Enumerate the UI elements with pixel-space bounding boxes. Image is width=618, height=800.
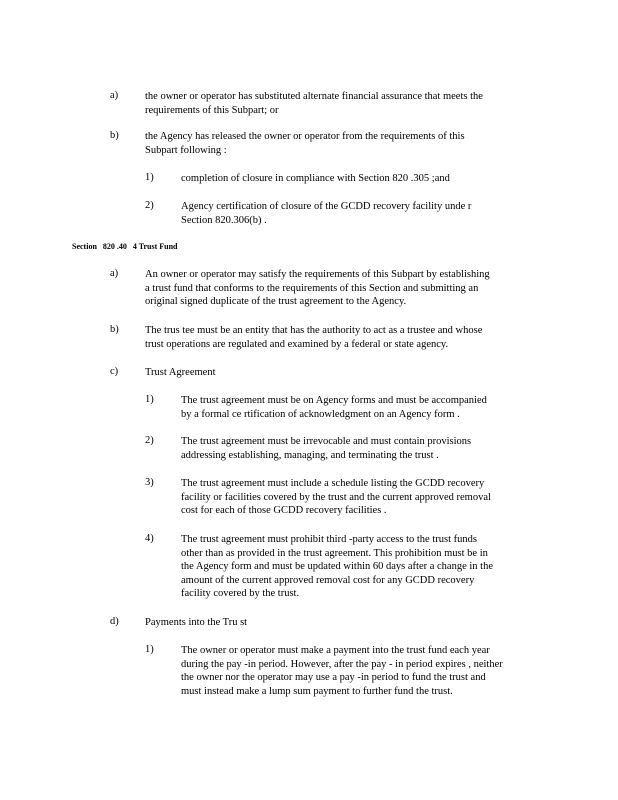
item-text: [181, 200, 521, 227]
text-line: original signed duplicate of the trust agreement to the Agency.: [145, 296, 407, 307]
text-line: amount of the current approved removal cost for any GCDD recovery: [181, 574, 475, 586]
item-label: a): [110, 90, 119, 101]
text-line: An owner or operator may satisfy the requirements of this Subpart by establishing: [145, 269, 490, 280]
text-line: cost for each of those GCDD recovery facilities .: [181, 505, 387, 516]
text-line: addressing establishing, managing, and terminating the trust .: [181, 449, 439, 461]
item-text: [181, 477, 523, 518]
item-label: 1): [145, 644, 154, 655]
item-label: 1): [145, 172, 154, 183]
item-text: [181, 533, 529, 601]
text-line: by a formal ce rtification of acknowledgment on an Agency form .: [181, 408, 460, 420]
text-line: trust operations are regulated and examined by a federal or state agency.: [145, 338, 449, 350]
text-line: The trust agreement must include a schedule listing the GCDD recovery: [181, 478, 485, 489]
section-number: 820 .40: [102, 242, 127, 251]
text-line: facility covered by the trust.: [181, 588, 300, 599]
text-line: must instead make a lump sum payment to further fund the trust.: [181, 685, 453, 697]
section-prefix: Section: [72, 242, 97, 251]
item-label: c): [110, 366, 119, 377]
item-text: [145, 268, 532, 309]
item-label: 4): [145, 533, 154, 544]
text-line: facility or facilities covered by the trust and the current approved removal: [181, 491, 491, 503]
text-line: Section 820.306(b) .: [181, 214, 267, 226]
item-text: [181, 172, 491, 186]
text-line: Subpart following :: [145, 144, 227, 156]
text-line: The trust agreement must prohibit third -party access to the trust funds: [181, 534, 477, 545]
item-label: 2): [145, 200, 154, 211]
item-text: [145, 366, 265, 380]
item-text: [145, 130, 515, 157]
text-line: the Agency has released the owner or operator from the requirements of this: [145, 131, 465, 142]
text-line: during the pay -in period. However, after the pay - in period expires , neither: [181, 658, 503, 670]
text-line: The trus tee must be an entity that has the authority to act as a trustee and whose: [145, 325, 483, 336]
text-line: Trust Agreement: [145, 367, 216, 378]
item-label: d): [110, 616, 119, 627]
item-text: [181, 394, 521, 421]
text-line: a trust fund that conforms to the requirements of this Section and submitting an: [145, 282, 479, 294]
text-line: Agency certification of closure of the GCDD recovery facility unde r: [181, 201, 472, 212]
item-label: 2): [145, 435, 154, 446]
text-line: requirements of this Subpart; or: [145, 104, 279, 116]
item-text: [181, 435, 507, 462]
item-text: [181, 644, 539, 698]
text-line: the owner nor the operator may use a pay -in period to fund the trust and: [181, 672, 486, 683]
item-label: 1): [145, 394, 154, 405]
text-line: the Agency form and must be updated within 60 days after a change in the: [181, 561, 493, 572]
section-heading: [72, 242, 182, 251]
item-text: [145, 90, 532, 117]
item-text: [145, 324, 513, 351]
item-text: [145, 616, 285, 630]
item-label: b): [110, 130, 119, 141]
text-line: completion of closure in compliance with Section 820 .305 ;and: [181, 173, 450, 184]
item-label: a): [110, 268, 119, 279]
text-line: Payments into the Tru st: [145, 617, 248, 628]
section-title: 4 Trust Fund: [132, 242, 178, 251]
text-line: the owner or operator has substituted alternate financial assurance that meets the: [145, 91, 483, 102]
text-line: The trust agreement must be on Agency forms and must be accompanied: [181, 395, 487, 406]
item-label: b): [110, 324, 119, 335]
text-line: The trust agreement must be irrevocable and must contain provisions: [181, 436, 472, 447]
text-line: other than as provided in the trust agreement. This prohibition must be in: [181, 547, 488, 559]
item-label: 3): [145, 477, 154, 488]
text-line: The owner or operator must make a payment into the trust fund each year: [181, 645, 490, 656]
